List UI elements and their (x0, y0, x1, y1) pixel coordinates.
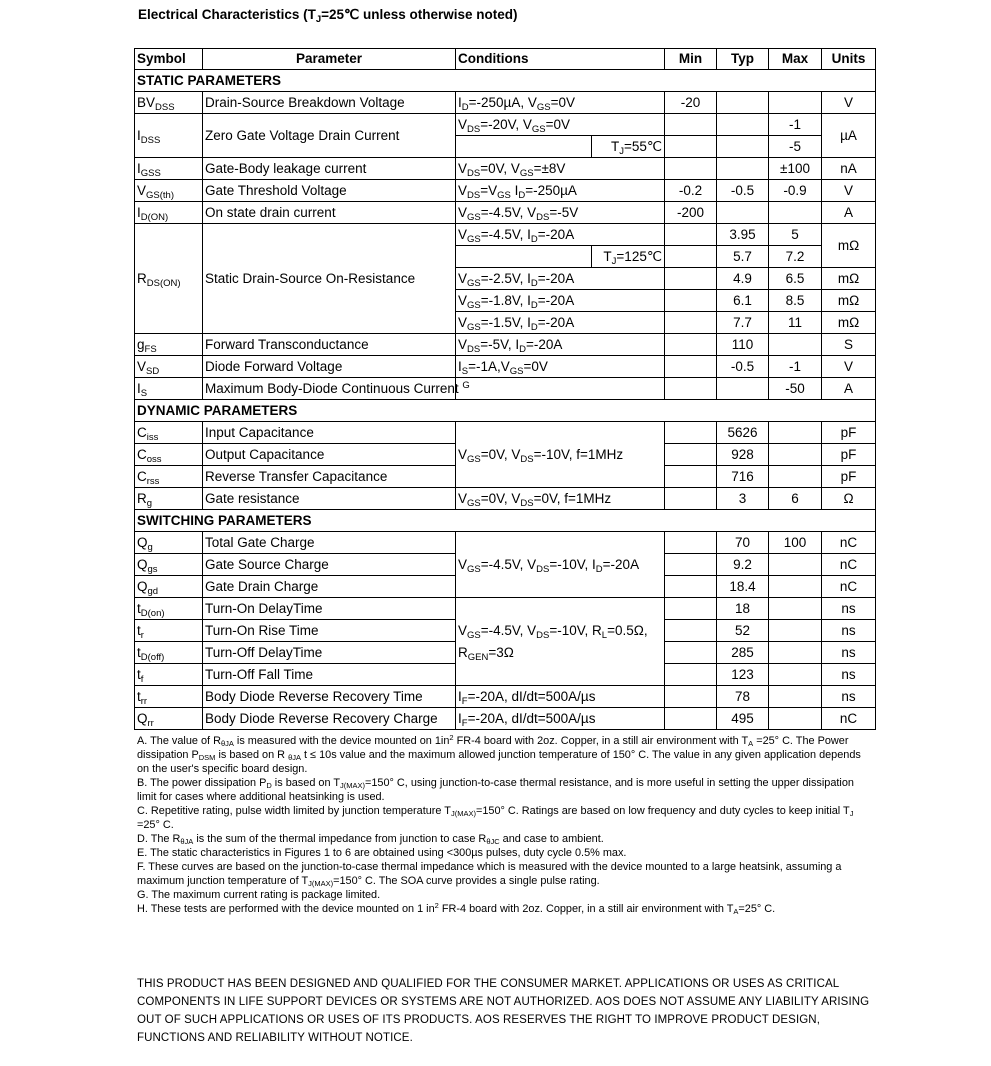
conditions-cell: $V_{DS}=-20V$, $V_{GS}=0V$ (456, 114, 665, 136)
typ-cell: 110 (717, 334, 769, 356)
max-cell: 5 (769, 224, 822, 246)
typ-cell: 5.7 (717, 246, 769, 268)
min-cell (665, 444, 717, 466)
max-cell: 6 (769, 488, 822, 510)
units-cell: A (822, 202, 876, 224)
conditions-cell: $V_{GS}=-4.5V$, $V_{DS}=-10V$, $R_L=0.5\Omega$, $R_{GEN}=3\Omega$ (456, 598, 665, 686)
table-row (135, 202, 876, 224)
footnote-f: F. These curves are based on the junction-to-case thermal impedance which is measured with the device mounted to a large heatsink, assuming a maximum junction temperature of $T_{J(MAX)}=150^\circ$ C. The SOA curve provides a single pulse rating. (137, 861, 842, 888)
parameter-cell: Reverse Transfer Capacitance (203, 466, 456, 488)
units-cell: nA (822, 158, 876, 180)
parameter-cell: Diode Forward Voltage (203, 356, 456, 378)
table-header-row (135, 49, 876, 70)
max-cell: 6.5 (769, 268, 822, 290)
parameter-cell: Forward Transconductance (203, 334, 456, 356)
units-cell: pF (822, 444, 876, 466)
section-dynamic-title: DYNAMIC PARAMETERS (135, 400, 876, 422)
symbol-cell: $R_{DS(ON)}$ (135, 224, 203, 334)
min-cell (665, 268, 717, 290)
symbol-cell: $Q_{rr}$ (135, 708, 203, 730)
symbol-cell: $I_S$ (135, 378, 203, 400)
units-cell: pF (822, 466, 876, 488)
min-cell (665, 620, 717, 642)
min-cell (665, 158, 717, 180)
parameter-cell: Body Diode Reverse Recovery Time (203, 686, 456, 708)
typ-cell (717, 114, 769, 136)
footnote-c: C. Repetitive rating, pulse width limited by junction temperature $T_{J(MAX)}=150^\circ$ C. Ratings are based on low frequency and duty cycles to keep initial $T_J =25^\circ$ C. (137, 805, 854, 831)
symbol-cell: $Q_{gs}$ (135, 554, 203, 576)
typ-cell: 18.4 (717, 576, 769, 598)
conditions-cell: $V_{GS}=0V$, $V_{DS}=-10V$, f=1MHz (456, 422, 665, 488)
max-cell (769, 576, 822, 598)
parameter-cell: Turn-Off Fall Time (203, 664, 456, 686)
conditions-cell: $I_D=-250\mu A$, $V_{GS}=0V$ (456, 92, 665, 114)
table-row (135, 708, 876, 730)
max-cell: 11 (769, 312, 822, 334)
header-typ: Typ (717, 49, 769, 70)
typ-cell (717, 158, 769, 180)
conditions-temp-cell: $T_J=55℃$ (592, 136, 665, 158)
min-cell (665, 312, 717, 334)
conditions-cell: $V_{GS}=-2.5V$, $I_D=-20A$ (456, 268, 665, 290)
units-cell: mΩ (822, 268, 876, 290)
max-cell (769, 642, 822, 664)
typ-cell: 495 (717, 708, 769, 730)
parameter-cell: Zero Gate Voltage Drain Current (203, 114, 456, 158)
section-switching-title: SWITCHING PARAMETERS (135, 510, 876, 532)
units-cell: pF (822, 422, 876, 444)
conditions-cell: $I_S=-1A,V_{GS}=0V$ (456, 356, 665, 378)
min-cell: -20 (665, 92, 717, 114)
symbol-cell: $t_r$ (135, 620, 203, 642)
units-cell: ns (822, 642, 876, 664)
parameter-cell: Output Capacitance (203, 444, 456, 466)
symbol-cell: $I_{DSS}$ (135, 114, 203, 158)
table-row (135, 356, 876, 378)
min-cell (665, 532, 717, 554)
conditions-cell: $V_{GS}=-1.5V$, $I_D=-20A$ (456, 312, 665, 334)
symbol-cell: $C_{rss}$ (135, 466, 203, 488)
header-conditions: Conditions (456, 49, 665, 70)
parameter-cell: Gate-Body leakage current (203, 158, 456, 180)
table-row (135, 334, 876, 356)
symbol-cell: $Q_{gd}$ (135, 576, 203, 598)
symbol-cell: $Q_g$ (135, 532, 203, 554)
conditions-spacer-cell (456, 136, 592, 158)
conditions-cell (456, 378, 665, 400)
symbol-cell: $V_{SD}$ (135, 356, 203, 378)
max-cell: -1 (769, 356, 822, 378)
table-row (135, 422, 876, 444)
typ-cell: 716 (717, 466, 769, 488)
units-cell: mΩ (822, 224, 876, 268)
max-cell (769, 598, 822, 620)
conditions-cell: $V_{DS}=-5V$, $I_D=-20A$ (456, 334, 665, 356)
parameter-cell: Turn-On Rise Time (203, 620, 456, 642)
typ-cell: 928 (717, 444, 769, 466)
max-cell: 100 (769, 532, 822, 554)
min-cell (665, 356, 717, 378)
max-cell (769, 620, 822, 642)
conditions-cell: $V_{DS}=0V$, $V_{GS}=\pm 8V$ (456, 158, 665, 180)
section-row (135, 70, 876, 92)
max-cell: 8.5 (769, 290, 822, 312)
parameter-cell: Maximum Body-Diode Continuous Current $^G$ (203, 378, 456, 400)
table-row (135, 686, 876, 708)
min-cell (665, 334, 717, 356)
section-static-title: STATIC PARAMETERS (135, 70, 876, 92)
typ-cell (717, 378, 769, 400)
parameter-cell: Gate Drain Charge (203, 576, 456, 598)
units-cell: µA (822, 114, 876, 158)
units-cell: nC (822, 532, 876, 554)
table-row (135, 180, 876, 202)
max-cell: -1 (769, 114, 822, 136)
table-row (135, 488, 876, 510)
min-cell (665, 664, 717, 686)
symbol-cell: $C_{iss}$ (135, 422, 203, 444)
typ-cell (717, 136, 769, 158)
table-row (135, 92, 876, 114)
header-parameter: Parameter (203, 49, 456, 70)
max-cell (769, 664, 822, 686)
typ-cell: 78 (717, 686, 769, 708)
parameter-cell: Gate Source Charge (203, 554, 456, 576)
conditions-cell: $I_F=-20A$, dI/dt=500A/µs (456, 708, 665, 730)
typ-cell: -0.5 (717, 180, 769, 202)
page-title: Electrical Characteristics ($T_J=25℃$ unless otherwise noted) (138, 7, 518, 25)
units-cell: ns (822, 620, 876, 642)
typ-cell: 52 (717, 620, 769, 642)
symbol-cell: $V_{GS(th)}$ (135, 180, 203, 202)
parameter-cell: Total Gate Charge (203, 532, 456, 554)
min-cell (665, 576, 717, 598)
units-cell: nC (822, 554, 876, 576)
symbol-cell: $t_{D(off)}$ (135, 642, 203, 664)
header-symbol: Symbol (135, 49, 203, 70)
conditions-temp-cell: $T_J=125℃$ (592, 246, 665, 268)
parameter-cell: On state drain current (203, 202, 456, 224)
min-cell (665, 598, 717, 620)
symbol-cell: $t_f$ (135, 664, 203, 686)
parameter-cell: Drain-Source Breakdown Voltage (203, 92, 456, 114)
conditions-cell: $V_{GS}=-4.5V$, $V_{DS}=-5V$ (456, 202, 665, 224)
min-cell (665, 488, 717, 510)
min-cell (665, 642, 717, 664)
parameter-cell: Gate Threshold Voltage (203, 180, 456, 202)
max-cell: -5 (769, 136, 822, 158)
symbol-cell: $I_{D(ON)}$ (135, 202, 203, 224)
units-cell: V (822, 180, 876, 202)
units-cell: Ω (822, 488, 876, 510)
typ-cell: 285 (717, 642, 769, 664)
min-cell (665, 290, 717, 312)
footnote-b: B. The power dissipation $P_D$ is based on $T_{J(MAX)}=150^\circ$ C, using junction-to-case thermal resistance, and is more useful in setting the upper dissipation limit for cases where additional heatsinking is used. (137, 777, 854, 803)
typ-cell (717, 92, 769, 114)
table-row (135, 378, 876, 400)
min-cell (665, 246, 717, 268)
section-row (135, 400, 876, 422)
conditions-cell: $V_{GS}=-1.8V$, $I_D=-20A$ (456, 290, 665, 312)
max-cell (769, 686, 822, 708)
footnote-a: A. The value of $R_{\theta JA}$ is measured with the device mounted on $1in^2$ FR-4 board with 2oz. Copper, in a still air environment with $T_A =25^\circ$ C. The Power dissipation $P_{DSM}$ is based on R $_{\theta JA}$ t ≤ 10s value and the maximum allowed junction temperature of 150° C. The value in any given application depends on the user's specific board design. (137, 733, 861, 775)
table-row (135, 114, 876, 136)
symbol-cell: $BV_{DSS}$ (135, 92, 203, 114)
typ-cell: 123 (717, 664, 769, 686)
max-cell: -0.9 (769, 180, 822, 202)
units-cell: V (822, 356, 876, 378)
conditions-cell: $V_{GS}=0V$, $V_{DS}=0V$, f=1MHz (456, 488, 665, 510)
max-cell (769, 422, 822, 444)
parameter-cell: Turn-Off DelayTime (203, 642, 456, 664)
max-cell (769, 444, 822, 466)
min-cell (665, 136, 717, 158)
typ-cell: 4.9 (717, 268, 769, 290)
typ-cell: 7.7 (717, 312, 769, 334)
table-row (135, 158, 876, 180)
max-cell: ±100 (769, 158, 822, 180)
units-cell: nC (822, 708, 876, 730)
header-units: Units (822, 49, 876, 70)
max-cell (769, 334, 822, 356)
typ-cell: 3.95 (717, 224, 769, 246)
table-row (135, 224, 876, 246)
max-cell (769, 466, 822, 488)
header-min: Min (665, 49, 717, 70)
conditions-spacer-cell (456, 246, 592, 268)
conditions-cell: $V_{GS}=-4.5V$, $I_D=-20A$ (456, 224, 665, 246)
max-cell (769, 202, 822, 224)
typ-cell: 70 (717, 532, 769, 554)
footnote-e: E. The static characteristics in Figures 1 to 6 are obtained using <300µs pulses, duty cycle 0.5% max. (137, 847, 627, 859)
min-cell (665, 378, 717, 400)
units-cell: S (822, 334, 876, 356)
parameter-cell: Body Diode Reverse Recovery Charge (203, 708, 456, 730)
footnotes (137, 734, 872, 916)
units-cell: A (822, 378, 876, 400)
max-cell (769, 554, 822, 576)
conditions-cell: $V_{DS}=V_{GS}$ $I_D=-250\mu A$ (456, 180, 665, 202)
units-cell: nC (822, 576, 876, 598)
max-cell: 7.2 (769, 246, 822, 268)
typ-cell: 9.2 (717, 554, 769, 576)
max-cell (769, 708, 822, 730)
units-cell: mΩ (822, 290, 876, 312)
parameter-cell: Input Capacitance (203, 422, 456, 444)
symbol-cell: $I_{GSS}$ (135, 158, 203, 180)
symbol-cell: $C_{oss}$ (135, 444, 203, 466)
min-cell (665, 686, 717, 708)
footnote-d: D. The $R_{\theta JA}$ is the sum of the thermal impedance from junction to case $R_{\theta JC}$ and case to ambient. (137, 833, 604, 846)
conditions-cell: $I_F=-20A$, dI/dt=500A/µs (456, 686, 665, 708)
electrical-characteristics-table (134, 48, 876, 730)
section-row (135, 510, 876, 532)
units-cell: mΩ (822, 312, 876, 334)
min-cell: -0.2 (665, 180, 717, 202)
max-cell: -50 (769, 378, 822, 400)
parameter-cell: Static Drain-Source On-Resistance (203, 224, 456, 334)
min-cell: -200 (665, 202, 717, 224)
typ-cell: 5626 (717, 422, 769, 444)
units-cell: ns (822, 598, 876, 620)
table-row (135, 532, 876, 554)
min-cell (665, 224, 717, 246)
typ-cell: 3 (717, 488, 769, 510)
units-cell: V (822, 92, 876, 114)
conditions-cell: $V_{GS}=-4.5V$, $V_{DS}=-10V$, $I_D=-20A$ (456, 532, 665, 598)
typ-cell: 18 (717, 598, 769, 620)
symbol-cell: $t_{D(on)}$ (135, 598, 203, 620)
max-cell (769, 92, 822, 114)
typ-cell: 6.1 (717, 290, 769, 312)
table-row (135, 598, 876, 620)
typ-cell: -0.5 (717, 356, 769, 378)
min-cell (665, 114, 717, 136)
parameter-cell: Gate resistance (203, 488, 456, 510)
min-cell (665, 708, 717, 730)
symbol-cell: $R_g$ (135, 488, 203, 510)
min-cell (665, 466, 717, 488)
disclaimer-text: THIS PRODUCT HAS BEEN DESIGNED AND QUALIFIED FOR THE CONSUMER MARKET. APPLICATIONS OR USES AS CRITICAL COMPONENTS IN LIFE SUPPORT DEVICES OR SYSTEMS ARE NOT AUTHORIZED. AOS DOES NOT ASSUME ANY LIABILITY ARISING OUT OF SUCH APPLICATIONS OR USES OF ITS PRODUCTS. AOS RESERVES THE RIGHT TO IMPROVE PRODUCT DESIGN, FUNCTIONS AND RELIABILITY WITHOUT NOTICE. (137, 978, 870, 1044)
typ-cell (717, 202, 769, 224)
min-cell (665, 554, 717, 576)
footnote-h: H. These tests are performed with the device mounted on 1 $in^2$ FR-4 board with 2oz. Copper, in a still air environment with $T_A=25^\circ$ C. (137, 901, 776, 916)
symbol-cell: $g_{FS}$ (135, 334, 203, 356)
units-cell: ns (822, 664, 876, 686)
header-max: Max (769, 49, 822, 70)
symbol-cell: $t_{rr}$ (135, 686, 203, 708)
parameter-cell: Turn-On DelayTime (203, 598, 456, 620)
units-cell: ns (822, 686, 876, 708)
min-cell (665, 422, 717, 444)
footnote-g: G. The maximum current rating is package limited. (137, 889, 381, 901)
